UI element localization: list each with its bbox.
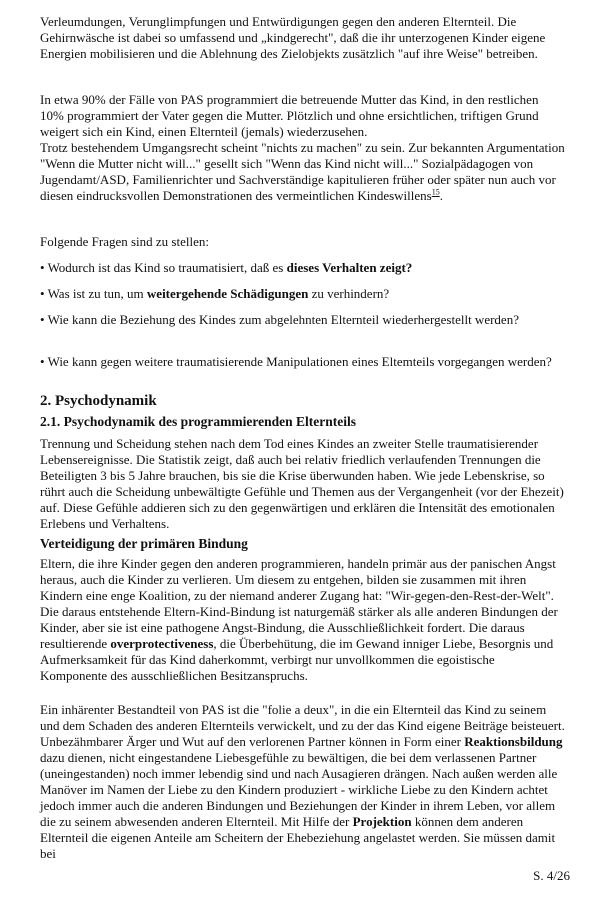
question-1-emphasis: dieses Verhalten zeigt? xyxy=(286,260,413,275)
paragraph-pas-statistics-text: In etwa 90% der Fälle von PAS programmiert die betreuende Mutter das Kind, in den restlichen 10% programmiert der Vater gegen die Mutter. Plötzlich und ohne ersichtlichen, triftigen Grund weigert sich ein Kind, einen Elternteil (jemals) wiederzusehen. xyxy=(40,92,539,139)
question-2-emphasis: weitergehende Schädigungen xyxy=(146,286,309,301)
paragraph-separation-trauma: Trennung und Scheidung stehen nach dem Tod eines Kindes an zweiter Stelle traumatisierender Lebensereignisse. Die Statistik zeigt, daß auch bei relativ friedlich verlaufenden Trennungen die Beteiligten 3 bis 5 Jahre brauchen, bis sie die Krise überwunden haben. Wie jede Lebenskrise, so rührt auch die Scheidung unbewältigte Gefühle und Themen aus der Vergangenheit (vor der Ehezeit) auf. Diese Gefühle addieren sich zu den gegenwärtigen und erklären die Intensität des emotionalen Erlebens und Verhaltens. xyxy=(40,436,564,531)
question-2-text: • Was ist zu tun, um xyxy=(40,286,147,301)
page-number: S. 4/26 xyxy=(533,868,570,883)
term-overprotectiveness: overprotectiveness xyxy=(110,636,214,651)
section-heading-psychodynamik: 2. Psychodynamik xyxy=(40,393,157,409)
questions-intro: Folgende Fragen sind zu stellen: xyxy=(40,234,209,249)
footnote-reference[interactable]: 15 xyxy=(431,187,440,197)
question-item-1 xyxy=(40,260,577,276)
paragraph-pas-statistics xyxy=(40,92,565,204)
question-item-2 xyxy=(40,286,577,302)
question-2-end: zu verhindern? xyxy=(308,286,390,301)
paragraph-brainwashing: Verleumdungen, Verunglimpfungen und Entwürdigungen gegen den anderen Elternteil. Die Gehirnwäsche ist dabei so umfassend und „kindgerecht", daß die ihr unterzogenen Kinder eigene Energien mobilisieren und die Ablehnung des Zielobjekts zusätzlich "auf ihre Weise" betreiben. xyxy=(40,14,546,61)
term-reaktionsbildung: Reaktionsbildung xyxy=(464,734,563,749)
heading-primary-bond: Verteidigung der primären Bindung xyxy=(40,536,248,551)
question-item-3: • Wie kann die Beziehung des Kindes zum abgelehnten Elternteil wiederhergestellt werden? xyxy=(40,312,519,327)
question-1-text: • Wodurch ist das Kind so traumatisiert, daß es xyxy=(40,260,287,275)
paragraph-primary-bond xyxy=(40,556,565,684)
paragraph-primary-bond-text: Eltern, die ihre Kinder gegen den anderen programmieren, handeln primär aus der panischen Angst heraus, auch die Kinder zu verlieren. Um diesem zu entgehen, bilden sie zusammen mit ihren Kindern eine enge Koalition, zu der niemand anderer Zugang hat: "Wir-gegen-den-Rest-der-Welt". Die daraus entstehende Eltern-Kind-Bindung ist naturgemäß stärker als alle anderen Bindungen der Kinder, aber sie ist eine pathogene Angst-Bindung, die Ausschließlichkeit fordert. Die daraus resultierende xyxy=(40,556,558,651)
paragraph-folie-a-deux-text: Ein inhärenter Bestandteil von PAS ist die "folie a deux", in die ein Elternteil das Kind zu seinem und dem Schaden des anderen Elternteils verwickelt, und zu der das Kind eigene Beiträge beisteuert. Unbezähmbarer Ärger und Wut auf den verlorenen Partner können in Form einer xyxy=(40,702,565,749)
paragraph-custody-end: . xyxy=(439,188,443,203)
question-item-4: • Wie kann gegen weitere traumatisierende Manipulationen eines Eltemteils vorgegangen werden? xyxy=(40,354,552,369)
paragraph-custody-text: Trotz bestehendem Umgangsrecht scheint "nichts zu machen" zu sein. Zur bekannten Argumentation "Wenn die Mutter nicht will..." gesellt sich "Wenn das Kind nicht will..." Sozialpädagogen von Jugendamt/ASD, Familienrichter und Sachverständige kapitulieren früher oder später nun auch vor diesen eindrucksvollen Demonstrationen des vermeintlichen Kindeswillens xyxy=(40,140,565,203)
paragraph-folie-a-deux xyxy=(40,702,565,862)
paragraph-folie-a-deux-end: können dem anderen Elternteil die eigenen Anteile am Scheitern der Ehebeziehung angelastet werden. Sie müssen damit bei xyxy=(40,814,556,861)
paragraph-folie-a-deux-middle: dazu dienen, nicht eingestandene Liebesgefühle zu bewältigen, die bei dem verlassenen Partner (uneingestanden) noch immer lebendig sind und nach Ausagieren drängen. Nach außen werden alle Manöver im Namen der Liebe zu den Kindern produziert - wirkliche Liebe zu den Kindern achtet jedoch immer auch die anderen Bindungen und Beziehungen der Kinder in ihrem Leben, vor allem die zu seinem abwesenden anderen Elternteil. Mit Hilfe der xyxy=(40,750,558,829)
paragraph-primary-bond-end: , die Überbehütung, die im Gewand inniger Liebe, Besorgnis und Aufmerksamkeit für das Kind daherkommt, verbirgt nur unvollkommen die egoistische Komponente des ausschließlichen Besitzanspruchs. xyxy=(40,636,554,683)
term-projektion: Projektion xyxy=(352,814,412,829)
subsection-heading-programmierender-elternteil: 2.1. Psychodynamik des programmierenden Elternteils xyxy=(40,414,356,429)
